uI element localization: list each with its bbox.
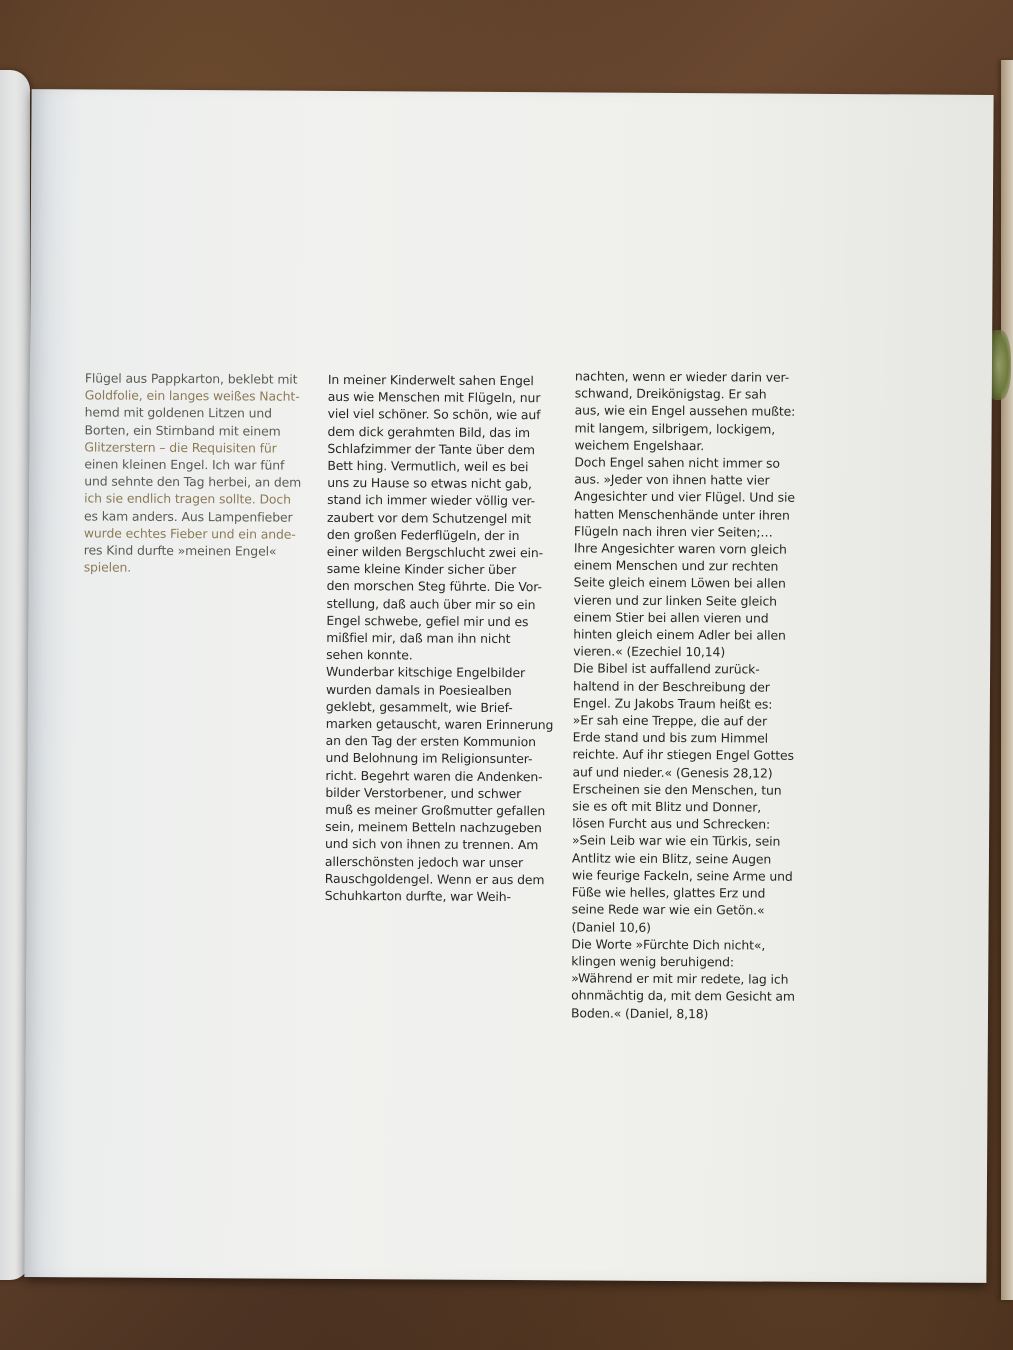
text-line: und sich von ihnen zu trennen. Am xyxy=(324,836,539,853)
text-line: Doch Engel sahen nicht immer so xyxy=(574,454,780,471)
text-line: In meiner Kinderwelt sahen Engel xyxy=(327,371,534,389)
text-line: es kam anders. Aus Lampenfieber xyxy=(83,508,293,525)
text-line: vieren und zur linken Seite gleich xyxy=(573,592,777,609)
text-line: schwand, Dreikönigstag. Er sah xyxy=(574,385,767,402)
text-line: Flügeln nach ihren vier Seiten;… xyxy=(573,523,773,540)
text-line: haltend in der Beschreibung der xyxy=(572,678,770,695)
text-line: sie es oft mit Blitz und Donner, xyxy=(572,798,762,815)
text-line: einem Stier bei allen vieren und xyxy=(573,609,769,626)
text-line: wie feurige Fackeln, seine Arme und xyxy=(571,867,793,884)
text-line: einen kleinen Engel. Ich war fünf xyxy=(84,456,285,473)
text-line: Goldfolie, ein langes weißes Nacht- xyxy=(84,387,300,404)
text-line: weichem Engelshaar. xyxy=(574,437,705,453)
text-line: Die Bibel ist auffallend zurück- xyxy=(573,660,760,677)
text-line: stand ich immer wieder völlig ver- xyxy=(327,492,536,509)
text-line: Schuhkarton durfte, war Weih- xyxy=(324,887,511,905)
text-line: geklebt, gesammelt, wie Brief- xyxy=(325,698,513,715)
text-line: sein, meinem Betteln nachzugeben xyxy=(325,819,542,836)
text-line: mit langem, silbrigem, lockigem, xyxy=(574,420,776,437)
text-line: res Kind durfte »meinen Engel« xyxy=(83,542,277,559)
text-line: einer wilden Bergschlucht zwei ein- xyxy=(326,543,544,561)
text-line: den großen Federflügeln, der in xyxy=(326,526,520,543)
middle-text-column xyxy=(325,371,556,906)
text-line: Erscheinen sie den Menschen, tun xyxy=(572,781,782,798)
text-line: Flügel aus Pappkarton, beklebt mit xyxy=(84,370,298,387)
text-line: Glitzerstern – die Requisiten für xyxy=(84,439,277,456)
text-line: Engel schwebe, gefiel mir und es xyxy=(326,612,529,629)
text-line: seine Rede war wie ein Getön.« xyxy=(571,901,765,918)
text-line: den morschen Steg führte. Die Vor- xyxy=(326,578,542,595)
text-line: »Sein Leib war wie ein Türkis, sein xyxy=(572,832,781,850)
text-line: aus wie Menschen mit Flügeln, nur xyxy=(327,389,541,406)
text-line: an den Tag der ersten Kommunion xyxy=(325,733,536,750)
text-line: hatten Menschenhände unter ihren xyxy=(574,506,790,523)
text-line: Rauschgoldengel. Wenn er aus dem xyxy=(324,870,545,888)
text-line: Schlafzimmer der Tante über dem xyxy=(327,440,535,457)
text-line: Boden.« (Daniel, 8,18) xyxy=(570,1004,709,1021)
text-line: ich sie endlich tragen sollte. Doch xyxy=(84,490,291,508)
text-line: aus. »Jeder von ihnen hatte vier xyxy=(574,471,770,488)
text-line: wurden damals in Poesiealben xyxy=(325,681,512,698)
text-line: same kleine Kinder sicher über xyxy=(326,561,517,578)
text-line: Seite gleich einem Löwen bei allen xyxy=(573,574,786,592)
text-line: (Daniel 10,6) xyxy=(571,918,651,935)
text-line: hinten gleich einem Adler bei allen xyxy=(573,626,786,643)
text-line: vieren.« (Ezechiel 10,14) xyxy=(573,643,726,660)
left-text-column xyxy=(84,369,302,577)
text-line: Die Worte »Fürchte Dich nicht«, xyxy=(571,936,766,953)
text-line: spielen. xyxy=(83,559,132,575)
text-line: Engel. Zu Jakobs Traum heißt es: xyxy=(572,695,773,712)
text-line: muß es meiner Großmutter gefallen xyxy=(325,801,546,819)
text-line: auf und nieder.« (Genesis 28,12) xyxy=(572,764,773,781)
book-page xyxy=(24,89,993,1283)
text-line: ohnmächtig da, mit dem Gesicht am xyxy=(571,987,795,1005)
text-line: »Während er mit mir redete, lag ich xyxy=(571,970,789,987)
text-line: aus, wie ein Engel aussehen mußte: xyxy=(574,402,796,420)
text-line: nachten, wenn er wieder darin ver- xyxy=(574,368,790,385)
text-line: richt. Begehrt waren die Andenken- xyxy=(325,767,543,784)
right-text-column xyxy=(571,367,799,1022)
text-line: Füße wie helles, glattes Erz und xyxy=(571,884,766,901)
text-line: lösen Furcht aus und Schrecken: xyxy=(572,815,771,832)
text-line: wurde echtes Fieber und ein ande- xyxy=(83,525,296,542)
text-line: allerschönsten jedoch war unser xyxy=(324,853,524,870)
text-line: Borten, ein Stirnband mit einem xyxy=(84,422,281,439)
text-line: klingen wenig beruhigend: xyxy=(571,953,735,970)
text-line: und Belohnung im Religionsunter- xyxy=(325,750,533,767)
text-line: Wunderbar kitschige Engelbilder xyxy=(326,664,526,681)
text-line: hemd mit goldenen Litzen und xyxy=(84,404,272,421)
text-line: sehen konnte. xyxy=(326,647,413,663)
text-line: mißfiel mir, daß man ihn nicht xyxy=(326,629,511,647)
text-line: Angesichter und vier Flügel. Und sie xyxy=(574,488,795,506)
text-line: viel viel schöner. So schön, wie auf xyxy=(327,406,541,423)
text-line: dem dick gerahmten Bild, das im xyxy=(327,423,531,440)
text-line: »Er sah eine Treppe, die auf der xyxy=(572,712,768,729)
text-line: und sehnte den Tag herbei, an dem xyxy=(84,473,302,490)
text-line: stellung, daß auch über mir so ein xyxy=(326,595,536,612)
text-line: einem Menschen und zur rechten xyxy=(573,557,779,574)
text-line: zaubert vor dem Schutzengel mit xyxy=(326,509,532,526)
text-line: marken getauscht, waren Erinnerung xyxy=(325,715,554,733)
text-line: Ihre Angesichter waren vorn gleich xyxy=(573,540,787,557)
next-book-edge xyxy=(1001,60,1013,1300)
text-line: uns zu Hause so etwas nicht gab, xyxy=(327,475,532,492)
text-line: Antlitz wie ein Blitz, seine Augen xyxy=(571,850,772,867)
text-line: Bett hing. Vermutlich, weil es bei xyxy=(327,457,529,475)
text-line: reichte. Auf ihr stiegen Engel Gottes xyxy=(572,746,794,764)
text-line: Erde stand und bis zum Himmel xyxy=(572,729,769,746)
text-line: bilder Verstorbener, und schwer xyxy=(325,784,522,801)
